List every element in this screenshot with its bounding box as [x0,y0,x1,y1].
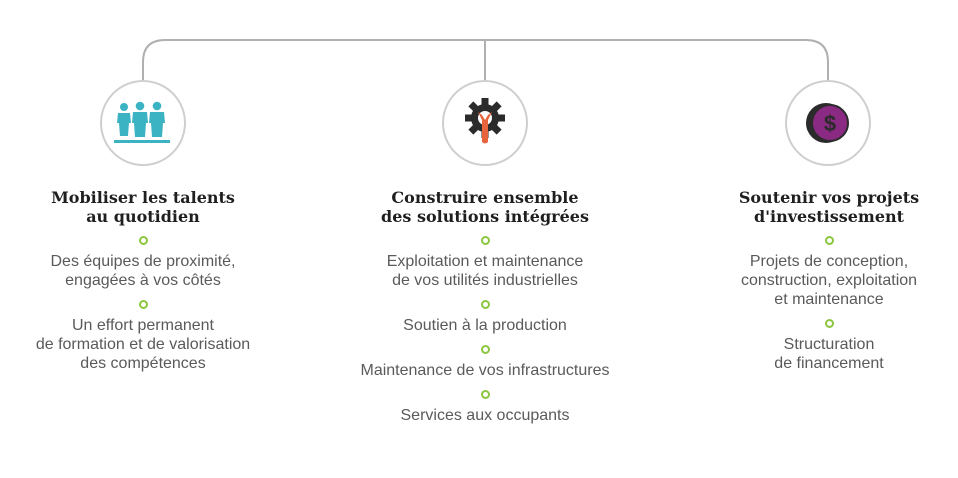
gear-wrench-icon [444,82,526,164]
bullet-circle [481,345,490,354]
bullet-circle [139,300,148,309]
column-title: Construire ensemble des solutions intégrées [381,188,589,226]
list-item: Des équipes de proximité, engagées à vos côtés [50,253,236,289]
bullet-circle [825,319,834,328]
team-node [100,80,186,166]
bullet-circle [139,236,148,245]
bullet-circle [481,236,490,245]
column-talents [0,188,286,373]
list-item: Structuration de financement [774,336,884,372]
list-item: Un effort permanent de formation et de valorisation des compétences [35,317,251,372]
bullet-circle [481,390,490,399]
team-icon [102,82,184,164]
connector-lines [0,0,958,90]
list-item: Soutien à la production [403,317,567,334]
svg-text:$: $ [823,111,837,136]
bullet-circle [481,300,490,309]
gear-node [442,80,528,166]
bullet-circle [825,236,834,245]
column-title: Soutenir vos projets d'investissement [738,188,920,226]
column-title: Mobiliser les talents au quotidien [51,188,235,226]
list-item: Projets de conception, construction, exploitation et maintenance [740,253,918,308]
column-investissement [700,188,958,373]
coin-node [785,80,871,166]
dollar-coin-icon [787,82,869,164]
list-item: Services aux occupants [400,407,570,424]
list-item: Maintenance de vos infrastructures [360,362,610,379]
list-item: Exploitation et maintenance de vos utilités industrielles [386,253,584,289]
column-solutions [325,188,645,425]
